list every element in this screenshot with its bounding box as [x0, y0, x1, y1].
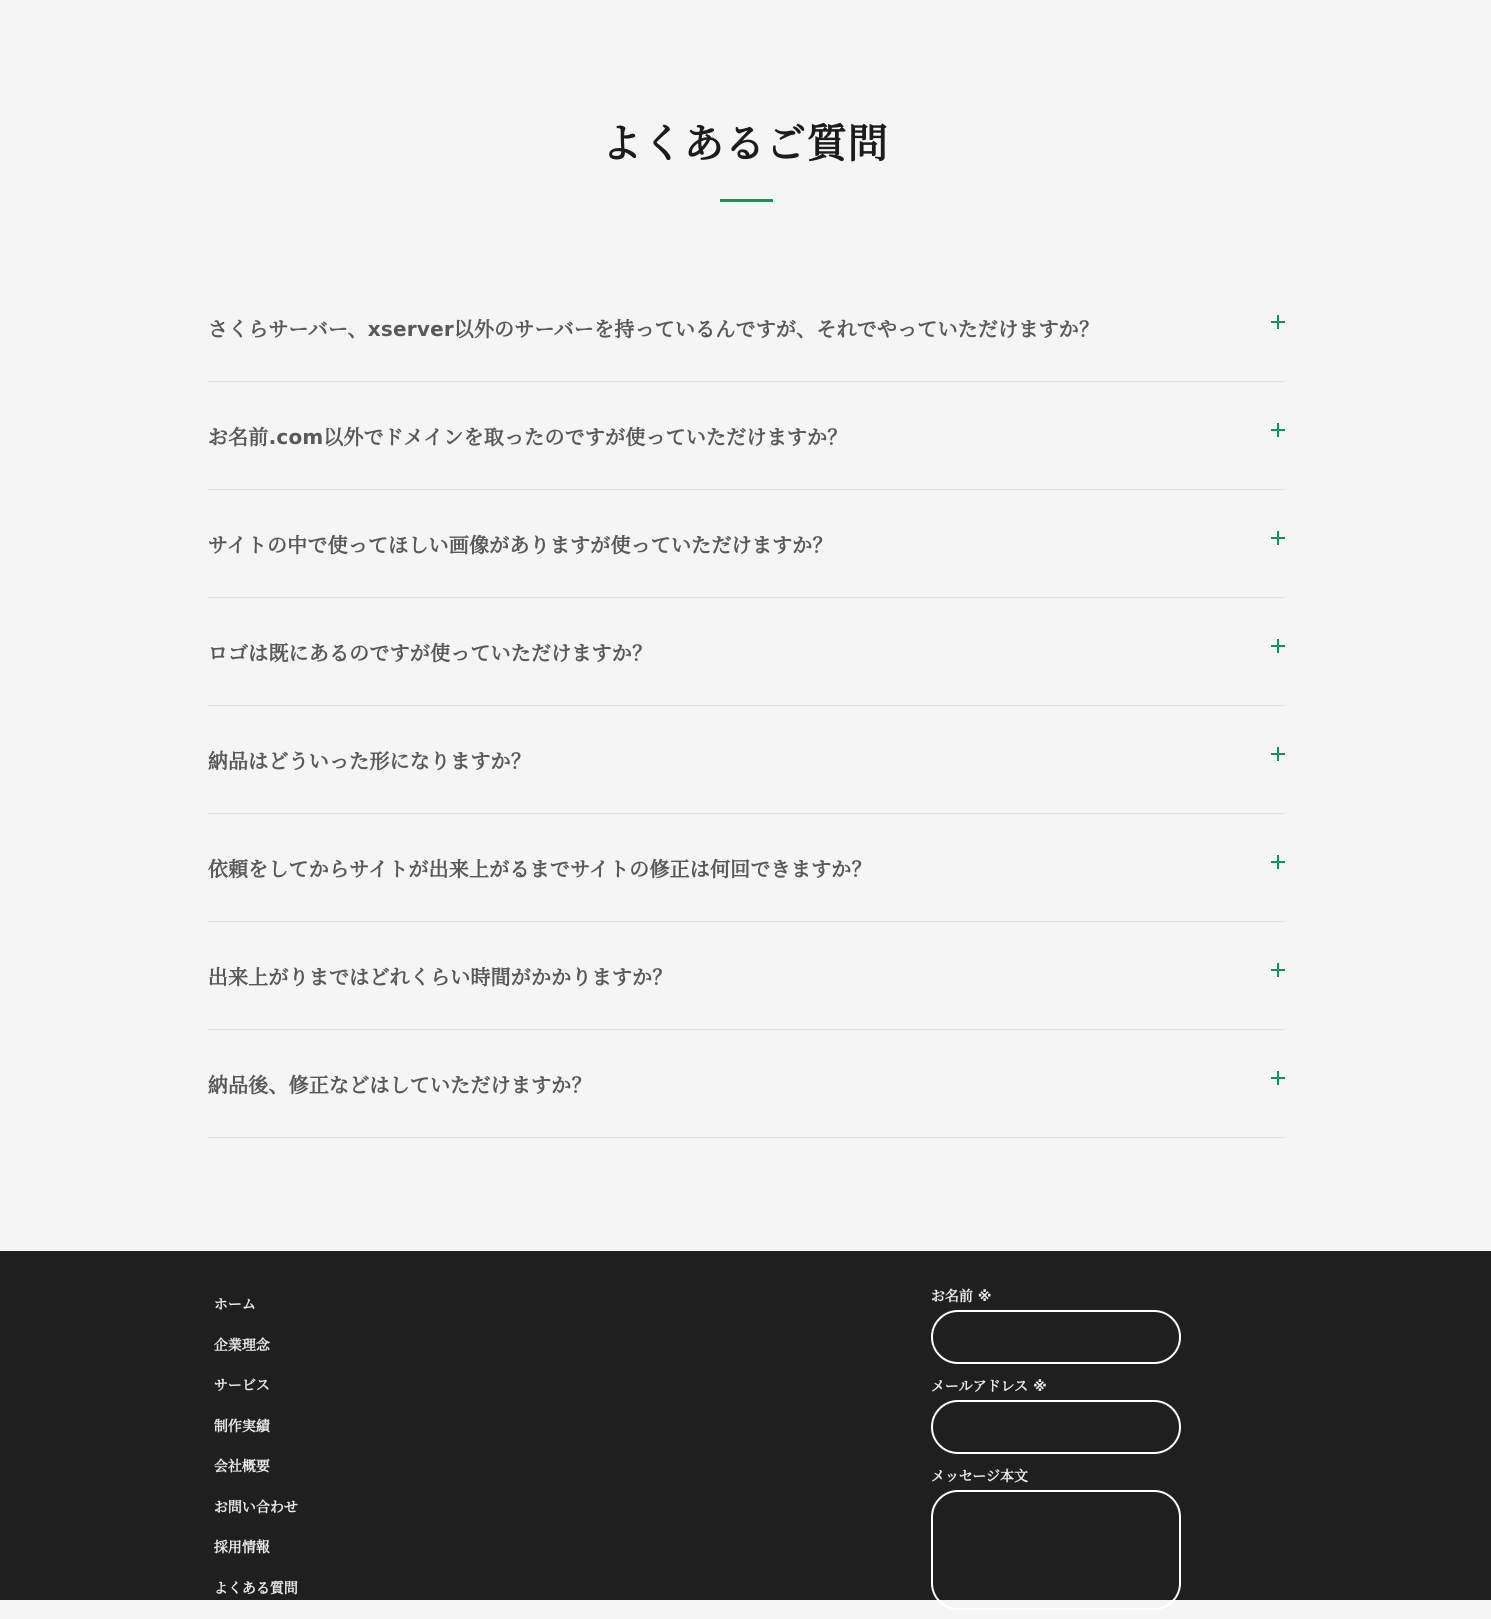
faq-question: さくらサーバー、xserver以外のサーバーを持っているんですが、それでやっていただけますか？	[208, 313, 1099, 342]
plus-icon[interactable]	[1271, 423, 1285, 437]
faq-item[interactable]	[208, 706, 1285, 814]
faq-question: 納品はどういった形になりますか？	[208, 745, 531, 774]
plus-icon[interactable]	[1271, 747, 1285, 761]
footer-link-home[interactable]: ホーム	[214, 1297, 256, 1313]
plus-icon[interactable]	[1271, 531, 1285, 545]
faq-list	[208, 274, 1285, 1138]
footer-nav-item-contact	[214, 1498, 298, 1539]
plus-icon[interactable]	[1271, 963, 1285, 977]
name-input[interactable]	[931, 1310, 1181, 1364]
faq-question: ロゴは既にあるのですが使っていただけますか？	[208, 637, 652, 666]
footer-nav	[214, 1295, 298, 1619]
faq-item[interactable]	[208, 922, 1285, 1030]
message-textarea[interactable]	[931, 1490, 1181, 1610]
plus-icon[interactable]	[1271, 639, 1285, 653]
plus-icon[interactable]	[1271, 1071, 1285, 1085]
plus-icon[interactable]	[1271, 315, 1285, 329]
faq-title: よくあるご質問	[0, 112, 1491, 169]
email-input[interactable]	[931, 1400, 1181, 1454]
footer-link-contact[interactable]: お問い合わせ	[214, 1500, 298, 1516]
footer-nav-item-service	[214, 1376, 298, 1417]
email-label: メールアドレス ※	[931, 1377, 1183, 1397]
site-footer	[0, 1251, 1491, 1600]
faq-question: お名前.com以外でドメインを取ったのですが使っていただけますか？	[208, 421, 848, 450]
faq-item[interactable]	[208, 1030, 1285, 1138]
faq-item[interactable]	[208, 274, 1285, 382]
footer-link-philosophy[interactable]: 企業理念	[214, 1338, 270, 1354]
faq-item[interactable]	[208, 598, 1285, 706]
faq-question: 出来上がりまではどれくらい時間がかかりますか？	[208, 961, 673, 990]
footer-nav-item-works	[214, 1417, 298, 1458]
faq-item[interactable]	[208, 490, 1285, 598]
faq-question: 納品後、修正などはしていただけますか？	[208, 1069, 592, 1098]
footer-link-faq[interactable]: よくある質問	[214, 1581, 298, 1597]
contact-form	[931, 1287, 1183, 1610]
footer-link-service[interactable]: サービス	[214, 1378, 270, 1394]
footer-nav-item-recruit	[214, 1538, 298, 1579]
faq-question: サイトの中で使ってほしい画像がありますが使っていただけますか？	[208, 529, 833, 558]
plus-icon[interactable]	[1271, 855, 1285, 869]
faq-question: 依頼をしてからサイトが出来上がるまでサイトの修正は何回できますか？	[208, 853, 872, 882]
title-underline	[720, 199, 773, 202]
faq-item[interactable]	[208, 382, 1285, 490]
footer-nav-item-home	[214, 1295, 298, 1336]
footer-nav-item-faq	[214, 1579, 298, 1619]
faq-item[interactable]	[208, 814, 1285, 922]
footer-nav-item-philosophy	[214, 1336, 298, 1377]
footer-link-company[interactable]: 会社概要	[214, 1459, 270, 1475]
footer-link-recruit[interactable]: 採用情報	[214, 1540, 270, 1556]
message-label: メッセージ本文	[931, 1467, 1183, 1487]
name-label: お名前 ※	[931, 1287, 1183, 1307]
footer-nav-item-company	[214, 1457, 298, 1498]
footer-link-works[interactable]: 制作実績	[214, 1419, 270, 1435]
